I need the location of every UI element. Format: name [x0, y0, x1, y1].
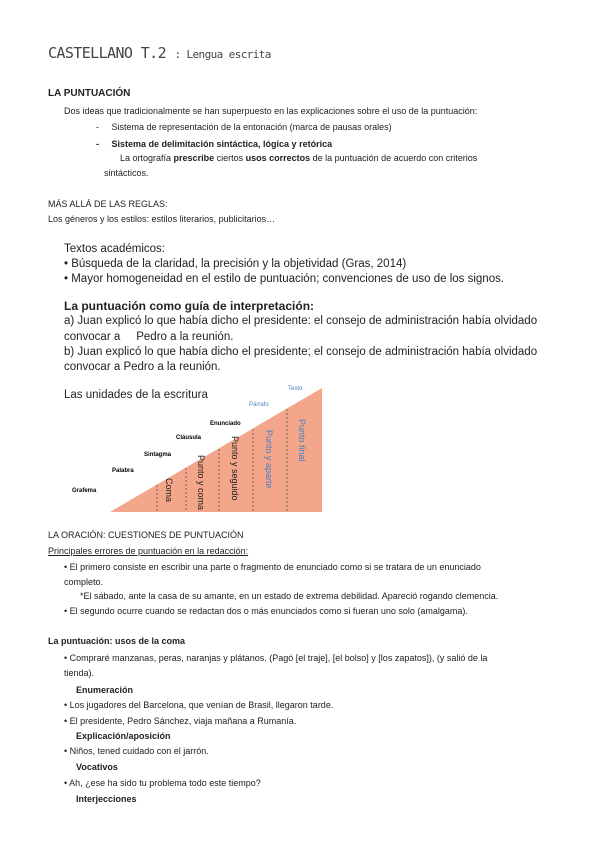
- coma-example-2: • Los jugadores del Barcelona, que venían de Brasil, llegaron tarde.: [64, 700, 334, 710]
- note-sintacticos: sintácticos.: [104, 168, 149, 178]
- level-clausula: Cláusula: [176, 435, 202, 441]
- genres-text: Los géneros y los estilos: estilos literarios, publicitarios…: [48, 214, 276, 224]
- section-heading-puntuacion: LA PUNTUACIÓN: [48, 88, 131, 99]
- section-heading-coma: La puntuación: usos de la coma: [48, 636, 186, 646]
- guide-title: La puntuación como guía de interpretación:: [64, 299, 315, 313]
- page-header: [48, 44, 271, 62]
- label-interjecciones: Interjecciones: [76, 794, 137, 804]
- error-1-line2: completo.: [64, 577, 104, 587]
- guide-a-line1: a) Juan explicó lo que había dicho el presidente: el consejo de administración había olvidado: [64, 315, 538, 327]
- coma-example-1b: tienda).: [64, 668, 95, 678]
- error-2: • El segundo ocurre cuando se redactan dos o más enunciados como si fueran uno solo (amalgama).: [64, 606, 468, 616]
- note-part-a: La ortografía: [120, 153, 174, 163]
- diagram-title: Las unidades de la escritura: [64, 389, 208, 401]
- label-enumeracion: Enumeración: [76, 685, 134, 695]
- level-sintagma: Sintagma: [144, 452, 172, 458]
- level-enunciado: Enunciado: [210, 421, 241, 427]
- note-part-c: ciertos: [214, 153, 246, 163]
- errors-subheading: Principales errores de puntuación en la redacción:: [48, 546, 249, 556]
- level-texto: Texto: [288, 386, 303, 392]
- academic-item-2: • Mayor homogeneidad en el estilo de puntuación; convenciones de uso de los signos.: [64, 273, 505, 285]
- header-subtitle: : Lengua escrita: [174, 48, 271, 61]
- guide-b-line1: b) Juan explicó lo que había dicho el presidente; el consejo de administración había olvidado: [64, 346, 538, 358]
- bullet-entonacion-text: Sistema de representación de la entonación (marca de pausas orales): [111, 122, 392, 132]
- academic-title: Textos académicos:: [64, 243, 165, 255]
- note-prescribe: prescribe: [173, 153, 215, 163]
- coma-example-1a: • Compraré manzanas, peras, naranjas y plátanos. (Pagó [el traje], [el bolso] y [los zapatos]), (y salió de la: [64, 653, 488, 663]
- error-example: *El sábado, ante la casa de su amante, en un estado de extrema debilidad. Apareció rogando clemencia.: [80, 591, 499, 601]
- note-usos: usos correctos: [245, 153, 311, 163]
- level-palabra: Palabra: [112, 468, 134, 474]
- mark-punto-y-coma: Punto y coma: [196, 455, 206, 511]
- intro-text: Dos ideas que tradicionalmente se han superpuesto en las explicaciones sobre el uso de la puntuación:: [64, 106, 478, 116]
- writing-units-diagram: [60, 380, 340, 520]
- header-title: CASTELLANO T.2: [48, 44, 167, 62]
- error-1-line1: • El primero consiste en escribir una parte o fragmento de enunciado como si se tratara de un enunciado: [64, 562, 481, 572]
- mark-coma: Coma: [164, 478, 174, 503]
- academic-item-1: • Búsqueda de la claridad, la precisión y la objetividad (Gras, 2014): [64, 258, 407, 270]
- section-heading-oracion: LA ORACIÓN: CUESTIONES DE PUNTUACIÓN: [48, 530, 244, 540]
- diagram-triangle: [110, 388, 322, 512]
- coma-example-4: • Niños, tened cuidado con el jarrón.: [64, 746, 209, 756]
- guide-b-line2: convocar a Pedro a la reunión.: [64, 361, 221, 373]
- ortografia-note: [120, 153, 477, 163]
- label-vocativos: Vocativos: [76, 762, 118, 772]
- section-heading-reglas: MÁS ALLÁ DE LAS REGLAS:: [48, 199, 168, 209]
- note-part-e: de la puntuación de acuerdo con criterios: [310, 153, 478, 163]
- bullet-sintactica-text: Sistema de delimitación sintáctica, lógica y retórica: [111, 139, 333, 149]
- bullet-entonacion: - Sistema de representación de la entonación (marca de pausas orales): [96, 122, 392, 132]
- level-parrafo: Párrafo: [249, 402, 269, 408]
- mark-punto-final: Punto final: [297, 419, 307, 462]
- level-grafema: Grafema: [72, 488, 97, 494]
- coma-example-5: • Ah, ¿ese ha sido tu problema todo este tiempo?: [64, 778, 261, 788]
- label-explicacion: Explicación/aposición: [76, 731, 171, 741]
- mark-punto-y-seguido: Punto y seguido: [230, 436, 240, 501]
- coma-example-3: • El presidente, Pedro Sánchez, viaja mañana a Rumanía.: [64, 716, 297, 726]
- mark-punto-y-aparte: Punto y aparte: [264, 430, 274, 489]
- guide-a-line2: convocar a Pedro a la reunión.: [64, 331, 234, 343]
- bullet-sintactica: - Sistema de delimitación sintáctica, lógica y retórica: [96, 139, 333, 149]
